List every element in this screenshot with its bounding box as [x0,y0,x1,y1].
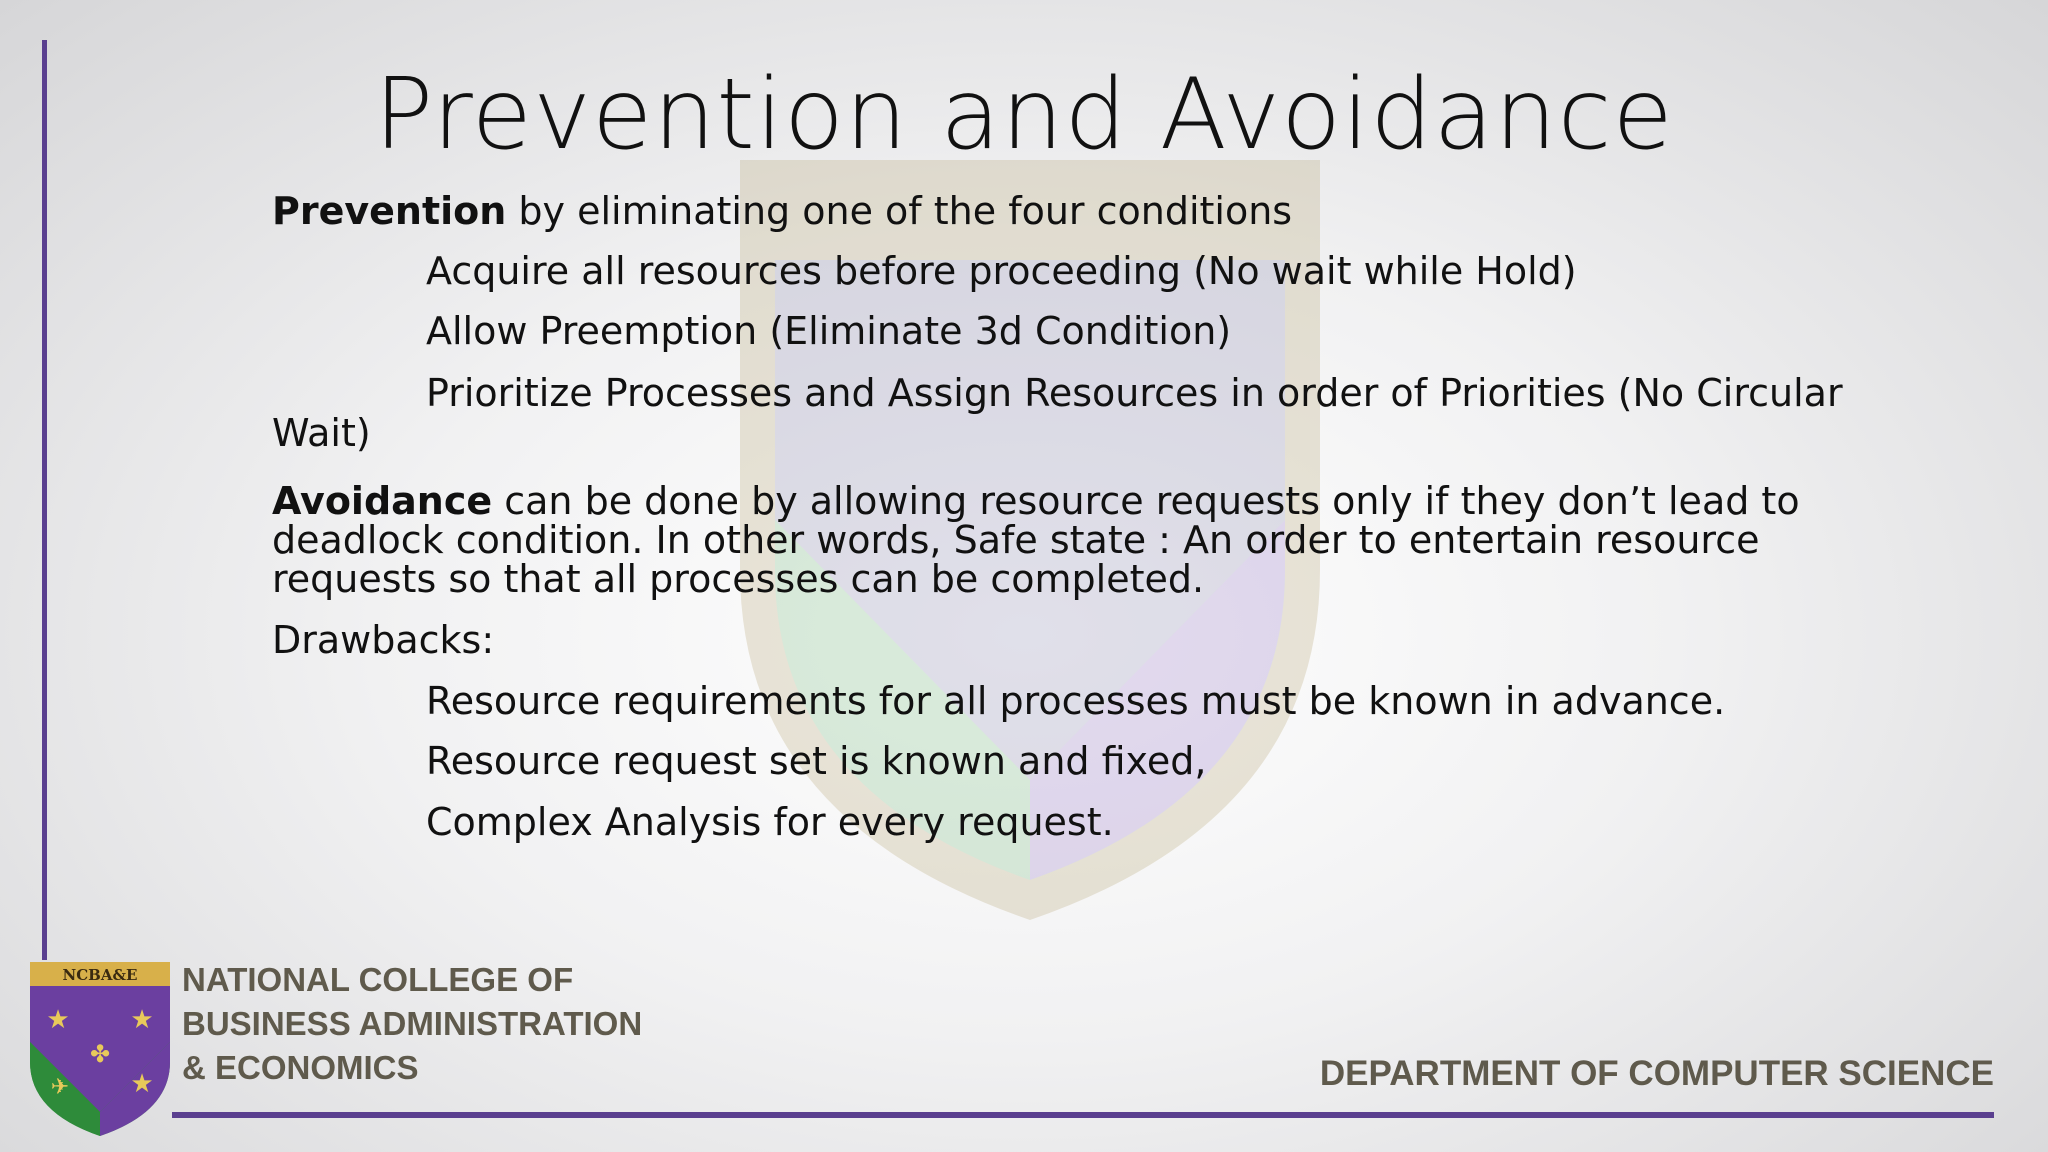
prevention-term: Prevention [272,189,507,233]
drawbacks-heading: Drawbacks: [272,618,495,662]
svg-text:★: ★ [46,1005,70,1035]
prevention-item-wrap: Wait) [272,411,371,455]
svg-text:★: ★ [130,1005,154,1035]
prevention-text: by eliminating one of the four conditions [506,189,1293,233]
prevention-item: Acquire all resources before proceeding (No wait while Hold) [426,249,1577,293]
left-accent-rule [42,40,47,960]
svg-text:★: ★ [130,1069,154,1099]
college-name-line: BUSINESS ADMINISTRATION [182,1005,643,1042]
prevention-item: Allow Preemption (Eliminate 3d Condition) [426,309,1232,353]
college-logo [30,962,170,1136]
prevention-line [272,189,1293,233]
logo-lettering: NCBA&E [62,966,138,984]
college-name [182,958,642,1090]
bottom-accent-rule [172,1112,1994,1118]
prevention-item: Prioritize Processes and Assign Resources in order of Priorities (No Circular [426,371,1843,415]
college-name-line: NATIONAL COLLEGE OF [182,961,574,998]
avoidance-line: requests so that all processes can be completed. [272,557,1205,601]
avoidance-text: can be done by allowing resource requests only if they don’t lead to [492,479,1800,523]
college-name-line: & ECONOMICS [182,1049,419,1086]
svg-text:✈: ✈ [50,1075,70,1100]
avoidance-term: Avoidance [272,479,493,523]
drawback-item: Complex Analysis for every request. [426,800,1114,844]
drawback-item: Resource requirements for all processes must be known in advance. [426,679,1726,723]
drawback-item: Resource request set is known and fixed, [426,739,1207,783]
svg-text:✤: ✤ [89,1040,111,1068]
avoidance-line [272,479,1800,523]
avoidance-line: deadlock condition. In other words, Safe state : An order to entertain resource [272,518,1760,562]
department-name: DEPARTMENT OF COMPUTER SCIENCE [1319,1054,1994,1093]
slide-title: Prevention and Avoidance [374,58,1674,172]
